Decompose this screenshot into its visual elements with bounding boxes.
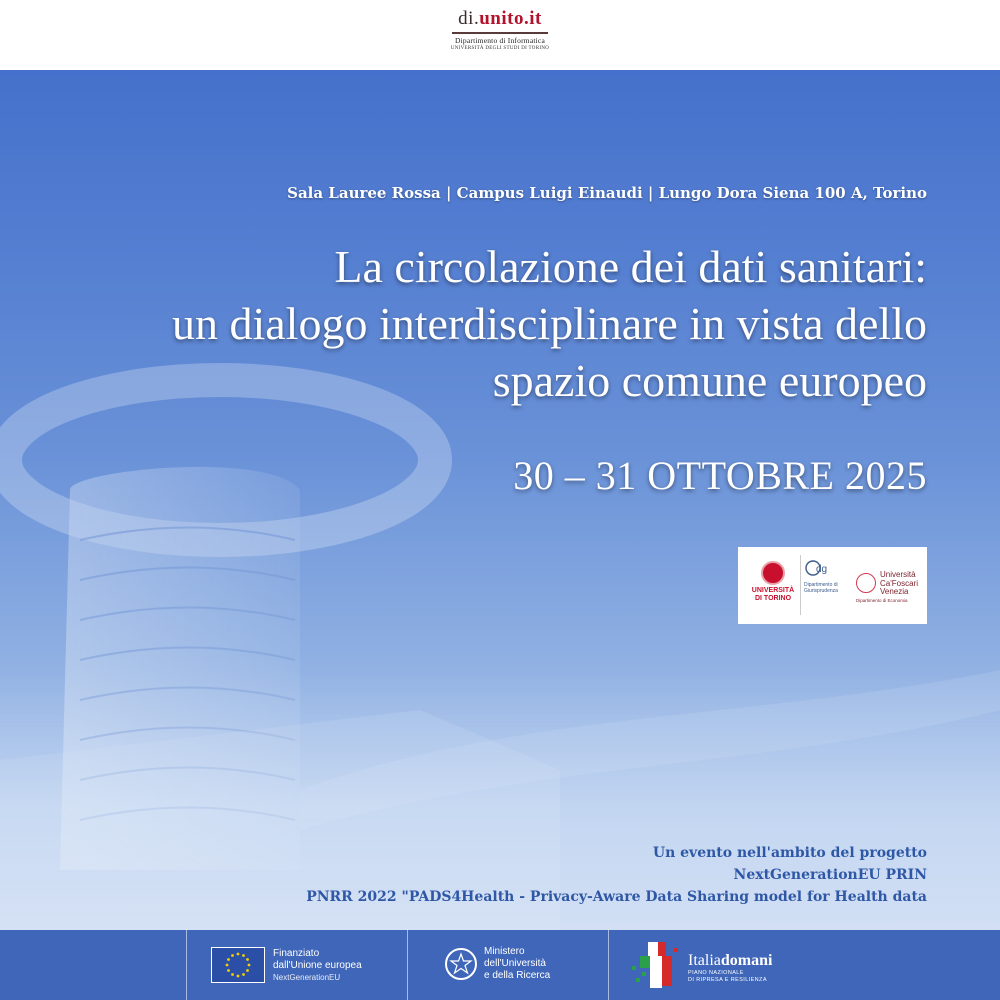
unito-seal-icon: [761, 561, 785, 585]
top-header: [0, 0, 1000, 70]
partner-logos-box: [738, 547, 927, 624]
unive-seal-icon: [856, 573, 876, 593]
project-line-2: NextGenerationEU PRIN: [733, 867, 927, 883]
eu-line-3: NextGenerationEU: [273, 973, 341, 982]
event-title-line-2: un dialogo interdisciplinare in vista dello: [171, 298, 927, 349]
dept-logo-university: UNIVERSITÀ DEGLI STUDI DI TORINO: [450, 46, 550, 51]
project-description: [306, 842, 927, 908]
dept-logo-wordmark-unito: unito: [479, 8, 524, 29]
svg-text:dg: dg: [816, 564, 828, 575]
eu-line-2: dall'Unione europea: [273, 960, 362, 971]
venue-info: Sala Lauree Rossa | Campus Luigi Einaudi | Lungo Dora Siena 100 A, Torino: [287, 184, 927, 202]
italiadomani-name-regular: Italia: [688, 952, 721, 969]
unito-logo-text: UNIVERSITÀ DI TORINO: [751, 587, 795, 602]
unito-logo: [748, 561, 798, 613]
dept-logo-wordmark-di: di.: [458, 8, 480, 29]
mur-line-1: Ministero: [484, 946, 525, 957]
mur-line-2: dell'Università: [484, 958, 546, 969]
dept-logo-name: Dipartimento di Informatica: [455, 36, 545, 45]
eu-flag-icon: [211, 947, 265, 983]
mur-logo: [445, 946, 585, 986]
unive-logo: [856, 571, 924, 607]
eu-funding-text: [273, 948, 362, 983]
dg-logo: [804, 559, 850, 599]
footer-separator: [186, 930, 187, 1000]
eu-funding-logo: [211, 947, 401, 987]
main-panel: [0, 70, 1000, 930]
italiadomani-sub-2: DI RIPRESA E RESILIENZA: [688, 976, 767, 983]
footer-separator: [608, 930, 609, 1000]
mur-text: [484, 946, 550, 982]
dept-logo-wordmark-tld: .it: [523, 8, 542, 29]
funding-footer: [0, 930, 1000, 1000]
italiadomani-text: [688, 952, 772, 983]
project-line-3: PNRR 2022 "PADS4Health - Privacy-Aware Data Sharing model for Health data: [306, 889, 927, 905]
italiadomani-logo: [628, 938, 808, 994]
mur-line-3: e della Ricerca: [484, 970, 551, 981]
event-title-line-3: spazio comune europeo: [492, 355, 927, 406]
project-line-1: Un evento nell'ambito del progetto: [652, 845, 927, 861]
dg-logo-text: Dipartimento di Giurisprudenza: [804, 582, 838, 594]
italiadomani-mark-icon: [628, 938, 686, 994]
dg-mark-icon: [804, 559, 830, 577]
dept-logo-rule: [452, 32, 548, 34]
event-date: 30 – 31 OTTOBRE 2025: [513, 453, 927, 498]
partner-logo-divider: [800, 555, 801, 615]
dept-informatica-logo: [448, 8, 552, 60]
unive-logo-name: Università Ca'Foscari Venezia: [880, 570, 918, 596]
unive-logo-department: Dipartimento di Economia: [856, 598, 908, 603]
footer-separator: [407, 930, 408, 1000]
event-title: [27, 238, 927, 409]
italian-republic-emblem-icon: [445, 948, 477, 980]
dept-logo-wordmark: [448, 8, 552, 30]
italiadomani-sub-1: PIANO NAZIONALE: [688, 970, 744, 976]
eu-line-1: Finanziato: [273, 948, 320, 959]
event-title-line-1: La circolazione dei dati sanitari:: [334, 241, 927, 292]
italiadomani-name: [688, 952, 772, 970]
italiadomani-name-bold: domani: [720, 952, 773, 969]
